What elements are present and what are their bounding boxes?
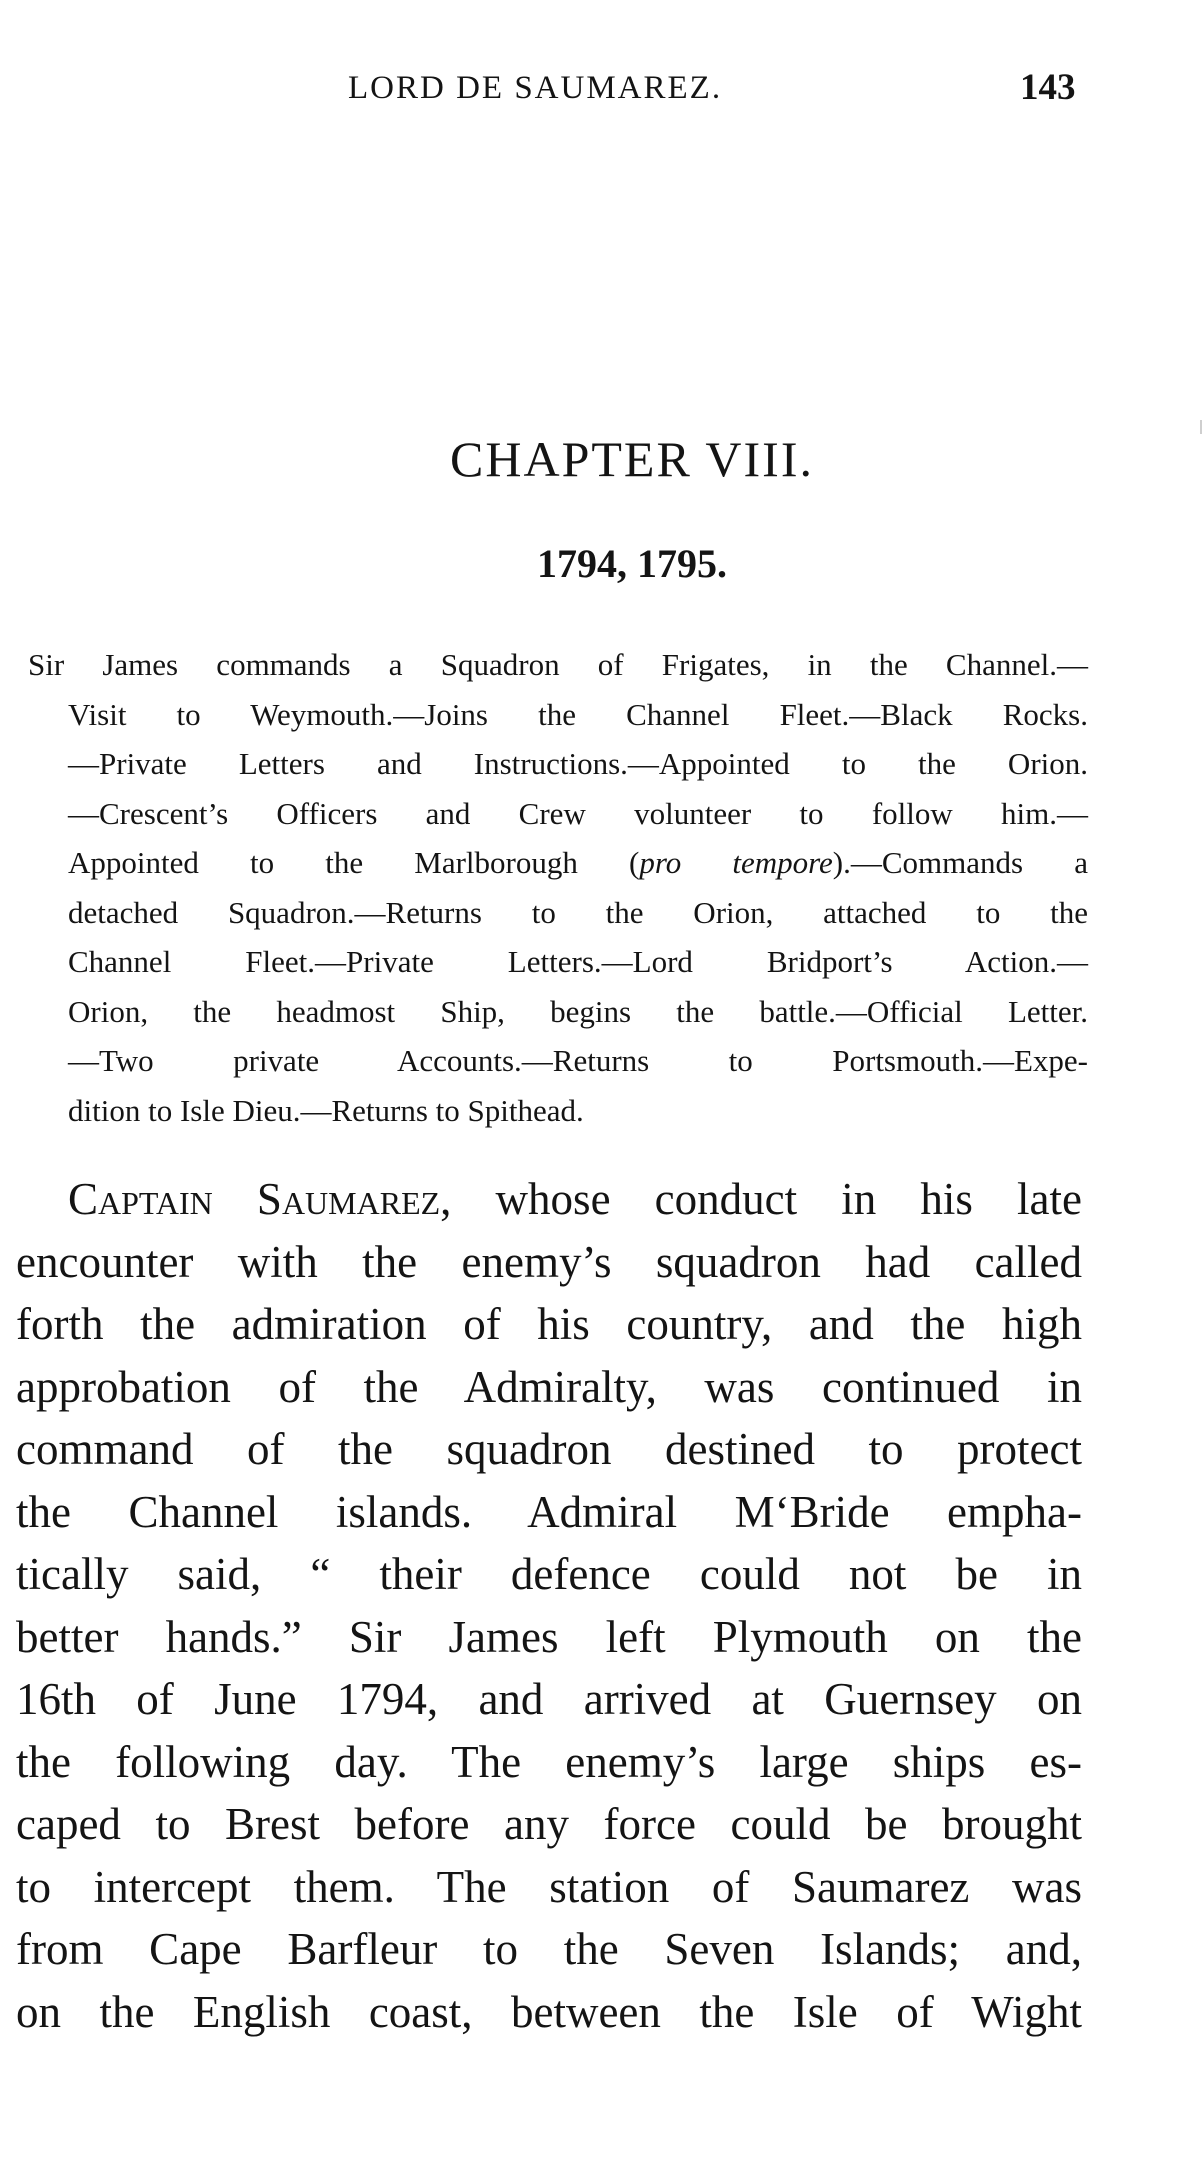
body-paragraph — [16, 1168, 1082, 2043]
body-line: on the English coast, between the Isle of Wight — [16, 1986, 1082, 2037]
body-line — [16, 1168, 1082, 1231]
synopsis-italic-text: pro tempore — [639, 845, 833, 880]
synopsis-line — [28, 838, 1088, 888]
synopsis-line: Sir James commands a Squadron of Frigates, in the Channel.— — [28, 647, 1088, 682]
body-line: better hands.” Sir James left Plymouth on the — [16, 1611, 1082, 1662]
body-line: forth the admiration of his country, and the high — [16, 1299, 1082, 1349]
body-line: caped to Brest before any force could be brought — [16, 1799, 1082, 1849]
running-head — [0, 67, 1204, 120]
synopsis-line: detached Squadron.—Returns to the Orion, attached to the — [68, 894, 1088, 930]
synopsis-line: —Two private Accounts.—Returns to Portsmouth.—Expe- — [68, 1043, 1088, 1078]
synopsis-line: —Private Letters and Instructions.—Appointed to the Orion. — [68, 746, 1088, 781]
chapter-synopsis — [28, 640, 1088, 1135]
synopsis-text: ).—Commands a — [832, 845, 1088, 880]
body-line: tically said, “ their defence could not be in — [16, 1549, 1082, 1599]
body-line: from Cape Barfleur to the Seven Islands; and, — [16, 1924, 1082, 1974]
synopsis-line: Orion, the headmost Ship, begins the battle.—Official Letter. — [68, 993, 1088, 1029]
body-line: encounter with the enemy’s squadron had called — [16, 1236, 1082, 1287]
synopsis-line: Channel Fleet.—Private Letters.—Lord Bridport’s Action.— — [68, 944, 1088, 979]
page-number: 143 — [1020, 67, 1076, 108]
body-line: the following day. The enemy’s large ships es- — [16, 1736, 1082, 1787]
synopsis-line: Visit to Weymouth.—Joins the Channel Fleet.—Black Rocks. — [68, 696, 1088, 732]
lead-small-caps: Captain Saumarez, — [68, 1174, 452, 1224]
body-line: to intercept them. The station of Saumarez was — [16, 1861, 1082, 1912]
body-line: the Channel islands. Admiral M‘Bride empha- — [16, 1486, 1082, 1537]
chapter-years: 1794, 1795. — [537, 541, 727, 586]
body-line: 16th of June 1794, and arrived at Guernsey on — [16, 1674, 1082, 1724]
body-line: approbation of the Admiralty, was continued in — [16, 1361, 1082, 1412]
body-text: whose conduct in his late — [451, 1174, 1082, 1224]
body-line: command of the squadron destined to protect — [16, 1424, 1082, 1474]
chapter-title: CHAPTER VIII. — [450, 431, 814, 487]
synopsis-text: Appointed to the Marlborough ( — [68, 845, 640, 880]
synopsis-line: dition to Isle Dieu.—Returns to Spithead. — [68, 1092, 584, 1128]
running-title: LORD DE SAUMAREZ. — [348, 70, 723, 106]
synopsis-line: —Crescent’s Officers and Crew volunteer to follow him.— — [68, 795, 1088, 831]
